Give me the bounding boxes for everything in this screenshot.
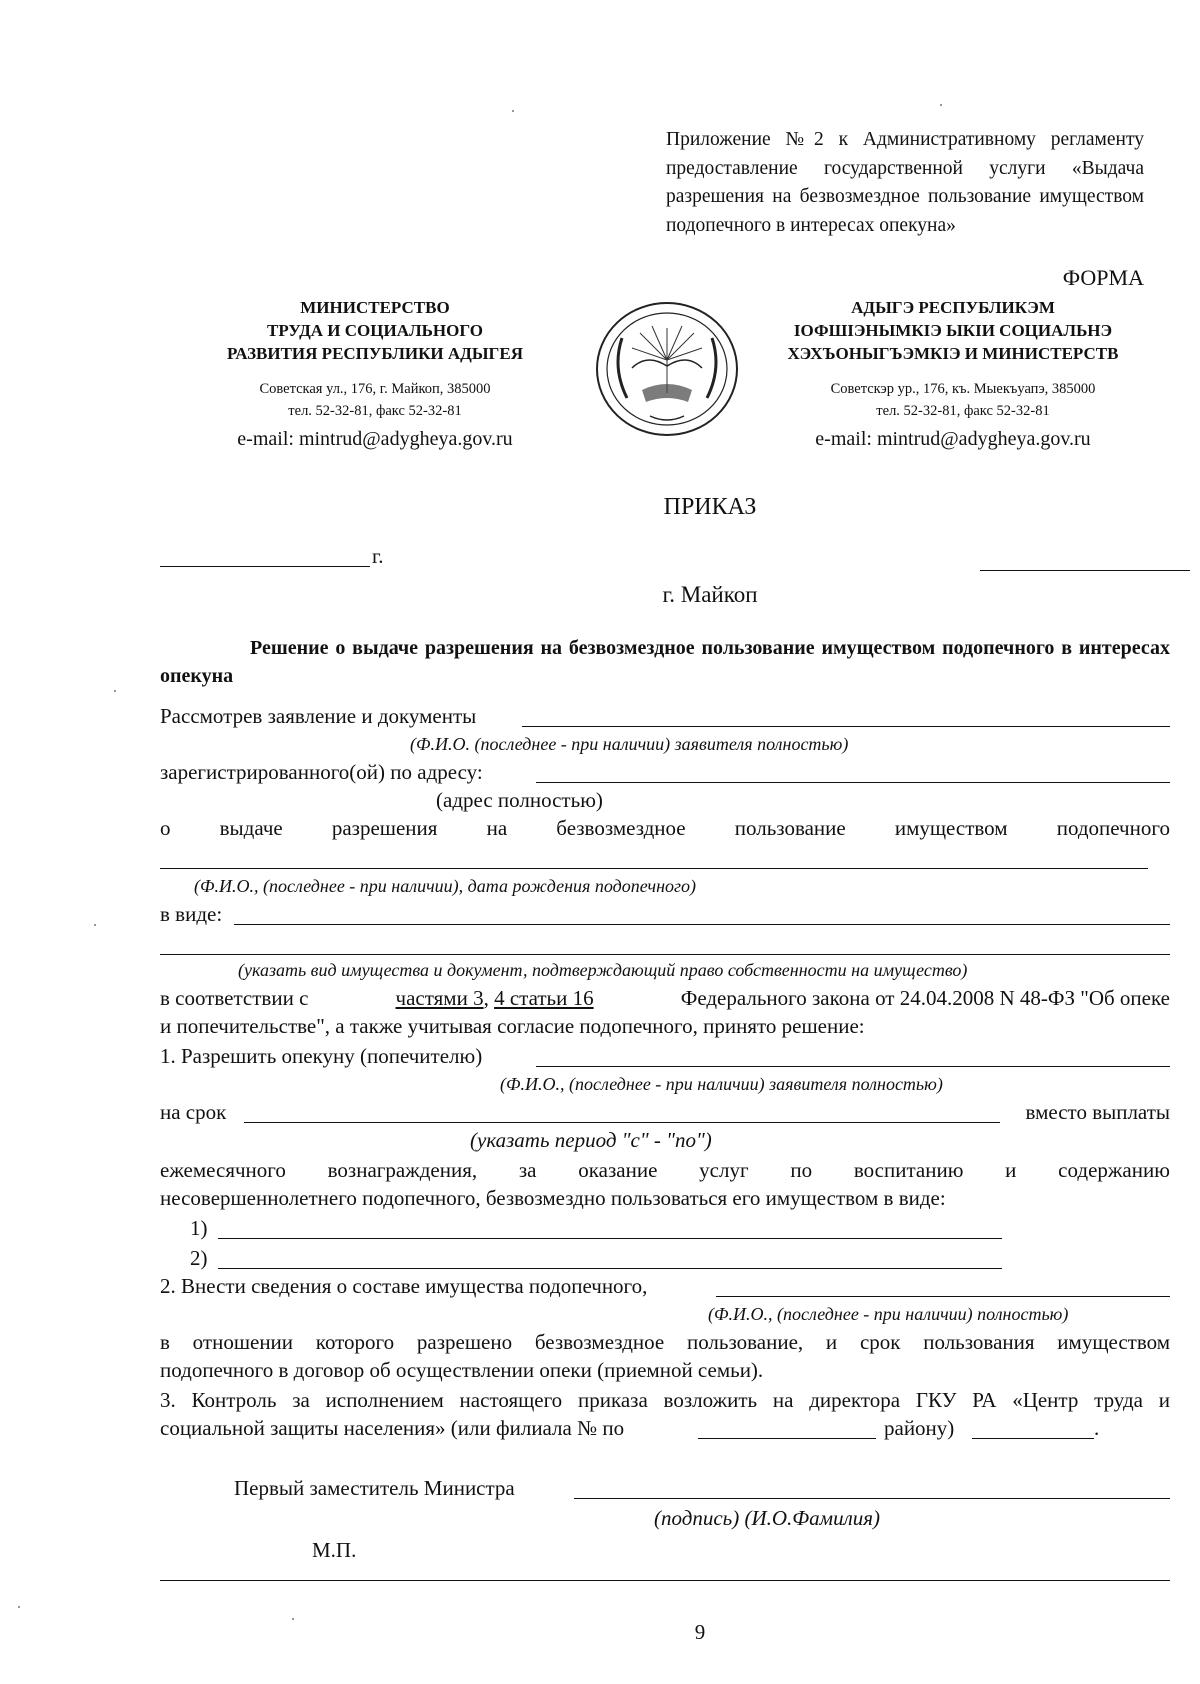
registered-label: зарегистрированного(ой) по адресу: — [160, 760, 483, 784]
reward-word: вознаграждения, — [327, 1158, 478, 1182]
issue-word: разрешения — [331, 816, 438, 840]
ministry-ady-email: e-mail: mintrud@adygheya.gov.ru — [815, 428, 1091, 450]
item3-text-a: социальной защиты населения» (или филиала № по — [160, 1416, 625, 1440]
ministry-ru-line2: ТРУДА И СОЦИАЛЬНОГО — [267, 321, 483, 340]
reward-word: по — [790, 1158, 813, 1182]
item3-line-1: 3. Контроль за исполнением настоящего приказа возложить на директора ГКУ РА «Центр труда и — [160, 1388, 1170, 1412]
sub-item-2-blank — [218, 1268, 1002, 1269]
applicant-blank — [522, 726, 1170, 727]
stamp-place: М.П. — [312, 1538, 357, 1562]
coat-of-arms-emblem — [592, 298, 742, 440]
appendix-text: Приложение №2 к Административному регламенту предоставление государственной услуги «Выдача разрешения на безвозмездное пользование имуществом подопечного в интересах опекуна» — [666, 129, 1144, 236]
hint-applicant-2: (Ф.И.О., (последнее - при наличии) заявителя полностью) — [500, 1074, 943, 1094]
property-blank-1 — [234, 924, 1170, 925]
scan-speck — [18, 1606, 20, 1608]
ward-blank — [160, 868, 1148, 869]
reward-line — [160, 1156, 1170, 1184]
ministry-ru-line1: МИНИСТЕРСТВО — [300, 298, 450, 317]
ministry-ady-contacts — [778, 378, 1148, 422]
reward-word: содержанию — [1058, 1158, 1170, 1182]
hint-property: (указать вид имущества и документ, подтверждающий право собственности на имущество) — [238, 960, 968, 980]
issue-word: безвозмездное — [556, 816, 686, 840]
ministry-ru-contacts — [200, 378, 550, 422]
ministry-ru-address: Советская ул., 176, г. Майкоп, 385000 — [259, 381, 491, 397]
reward-word: оказание — [578, 1158, 658, 1182]
hint-applicant: (Ф.И.О. (последнее - при наличии) заявителя полностью) — [410, 734, 849, 754]
item3-text-b: району) — [884, 1416, 955, 1440]
signature-blank — [574, 1498, 1170, 1499]
ministry-ady-phone: тел. 52-32-81, факс 52-32-81 — [876, 403, 1050, 419]
law-line — [160, 984, 1170, 1012]
order-subject: Решение о выдаче разрешения на безвозмездное пользование имуществом подопечного в интересах опекуна — [160, 637, 1170, 687]
law-link-parts[interactable]: частями 3 — [395, 986, 484, 1010]
hint-address: (адрес полностью) — [436, 788, 603, 812]
ministry-ady-line1: АДЫГЭ РЕСПУБЛИКЭМ — [851, 298, 1055, 317]
item2-label: 2. Внести сведения о составе имущества подопечного, — [160, 1274, 648, 1298]
footer-rule — [160, 1580, 1170, 1581]
document-title: ПРИКАЗ — [663, 494, 757, 520]
ministry-ru-line3: РАЗВИТИЯ РЕСПУБЛИКИ АДЫГЕЯ — [227, 344, 523, 363]
instead-label: вместо выплаты — [1025, 1100, 1170, 1124]
city: г. Майкоп — [662, 582, 758, 607]
scan-speck — [940, 104, 942, 106]
term-blank — [244, 1122, 1000, 1123]
item3-end: . — [1094, 1416, 1100, 1440]
law-rest: Федерального закона от 24.04.2008 N 48-ФЗ "Об опеке — [680, 986, 1170, 1010]
district-blank — [972, 1438, 1094, 1439]
scan-speck — [512, 110, 514, 112]
issue-word: имуществом — [894, 816, 1008, 840]
form-label: ФОРМА — [1062, 265, 1144, 290]
property-blank-2 — [160, 954, 1170, 955]
reward-word: услуг — [699, 1158, 749, 1182]
item2-line-2: в отношении которого разрешено безвозмездное пользование, и срок пользования имуществом — [160, 1330, 1170, 1354]
ministry-ru-phone: тел. 52-32-81, факс 52-32-81 — [288, 403, 462, 419]
issue-word: подопечного — [1056, 816, 1170, 840]
law-comma: , — [483, 986, 489, 1010]
hint-ward: (Ф.И.О., (последнее - при наличии), дата рождения подопечного) — [194, 876, 697, 896]
reward-word: за — [518, 1158, 537, 1182]
issue-word: выдаче — [219, 816, 283, 840]
order-number-blank — [980, 570, 1190, 571]
ministry-ady-header — [748, 296, 1158, 365]
law-link-article[interactable]: 4 статьи 16 — [494, 986, 594, 1010]
ministry-ady-line3: ХЭХЪОНЫГЪЭМКIЭ И МИНИСТЕРСТВ — [787, 344, 1119, 363]
item2-blank — [716, 1296, 1170, 1297]
branch-blank — [698, 1438, 876, 1439]
issue-word: на — [486, 816, 508, 840]
reward-word: ежемесячного — [160, 1158, 286, 1182]
hint-period: (указать период "с" - "по") — [470, 1128, 712, 1152]
page-number: 9 — [694, 1620, 706, 1644]
considered-label: Рассмотрев заявление и документы — [160, 704, 477, 728]
appendix-note — [666, 126, 1144, 240]
ministry-ru-email: e-mail: mintrud@adygheya.gov.ru — [237, 428, 513, 450]
address-blank — [536, 782, 1170, 783]
sub-item-1: 1) — [190, 1216, 208, 1240]
scan-speck — [94, 924, 96, 926]
guardian-blank — [536, 1066, 1170, 1067]
reward-line-2: несовершеннолетнего подопечного, безвозмездно пользоваться его имуществом в виде: — [160, 1186, 946, 1210]
reward-word: и — [1005, 1158, 1017, 1182]
item1-label: 1. Разрешить опекуну (попечителю) — [160, 1044, 483, 1068]
signature-hint: (подпись) (И.О.Фамилия) — [654, 1506, 880, 1530]
date-suffix: г. — [372, 544, 384, 568]
scan-speck — [292, 1618, 294, 1620]
sub-item-2: 2) — [190, 1246, 208, 1270]
ministry-ru-header — [200, 296, 550, 365]
law-line-2: и попечительстве", а также учитывая согласие подопечного, принято решение: — [160, 1014, 865, 1038]
issue-word: о — [160, 816, 171, 840]
scan-speck — [114, 690, 116, 692]
date-blank — [160, 566, 370, 567]
issue-word: пользование — [734, 816, 846, 840]
issue-line — [160, 814, 1170, 842]
as-label: в виде: — [160, 902, 223, 926]
ministry-ady-line2: IОФШIЭНЫМКIЭ ЫКIИ СОЦИАЛЬНЭ — [793, 321, 1113, 340]
ministry-ady-address: Советскэр ур., 176, къ. Мыекъуапэ, 385000 — [830, 381, 1096, 397]
item2-line-3: подопечного в договор об осуществлении опеки (приемной семьи). — [160, 1358, 764, 1382]
sub-item-1-blank — [218, 1238, 1002, 1239]
signature-position: Первый заместитель Министра — [234, 1476, 515, 1500]
law-prefix: в соответствии с — [160, 986, 309, 1010]
reward-word: воспитанию — [853, 1158, 964, 1182]
hint-fio-full: (Ф.И.О., (последнее - при наличии) полностью) — [708, 1304, 1069, 1324]
term-label: на срок — [160, 1100, 227, 1124]
